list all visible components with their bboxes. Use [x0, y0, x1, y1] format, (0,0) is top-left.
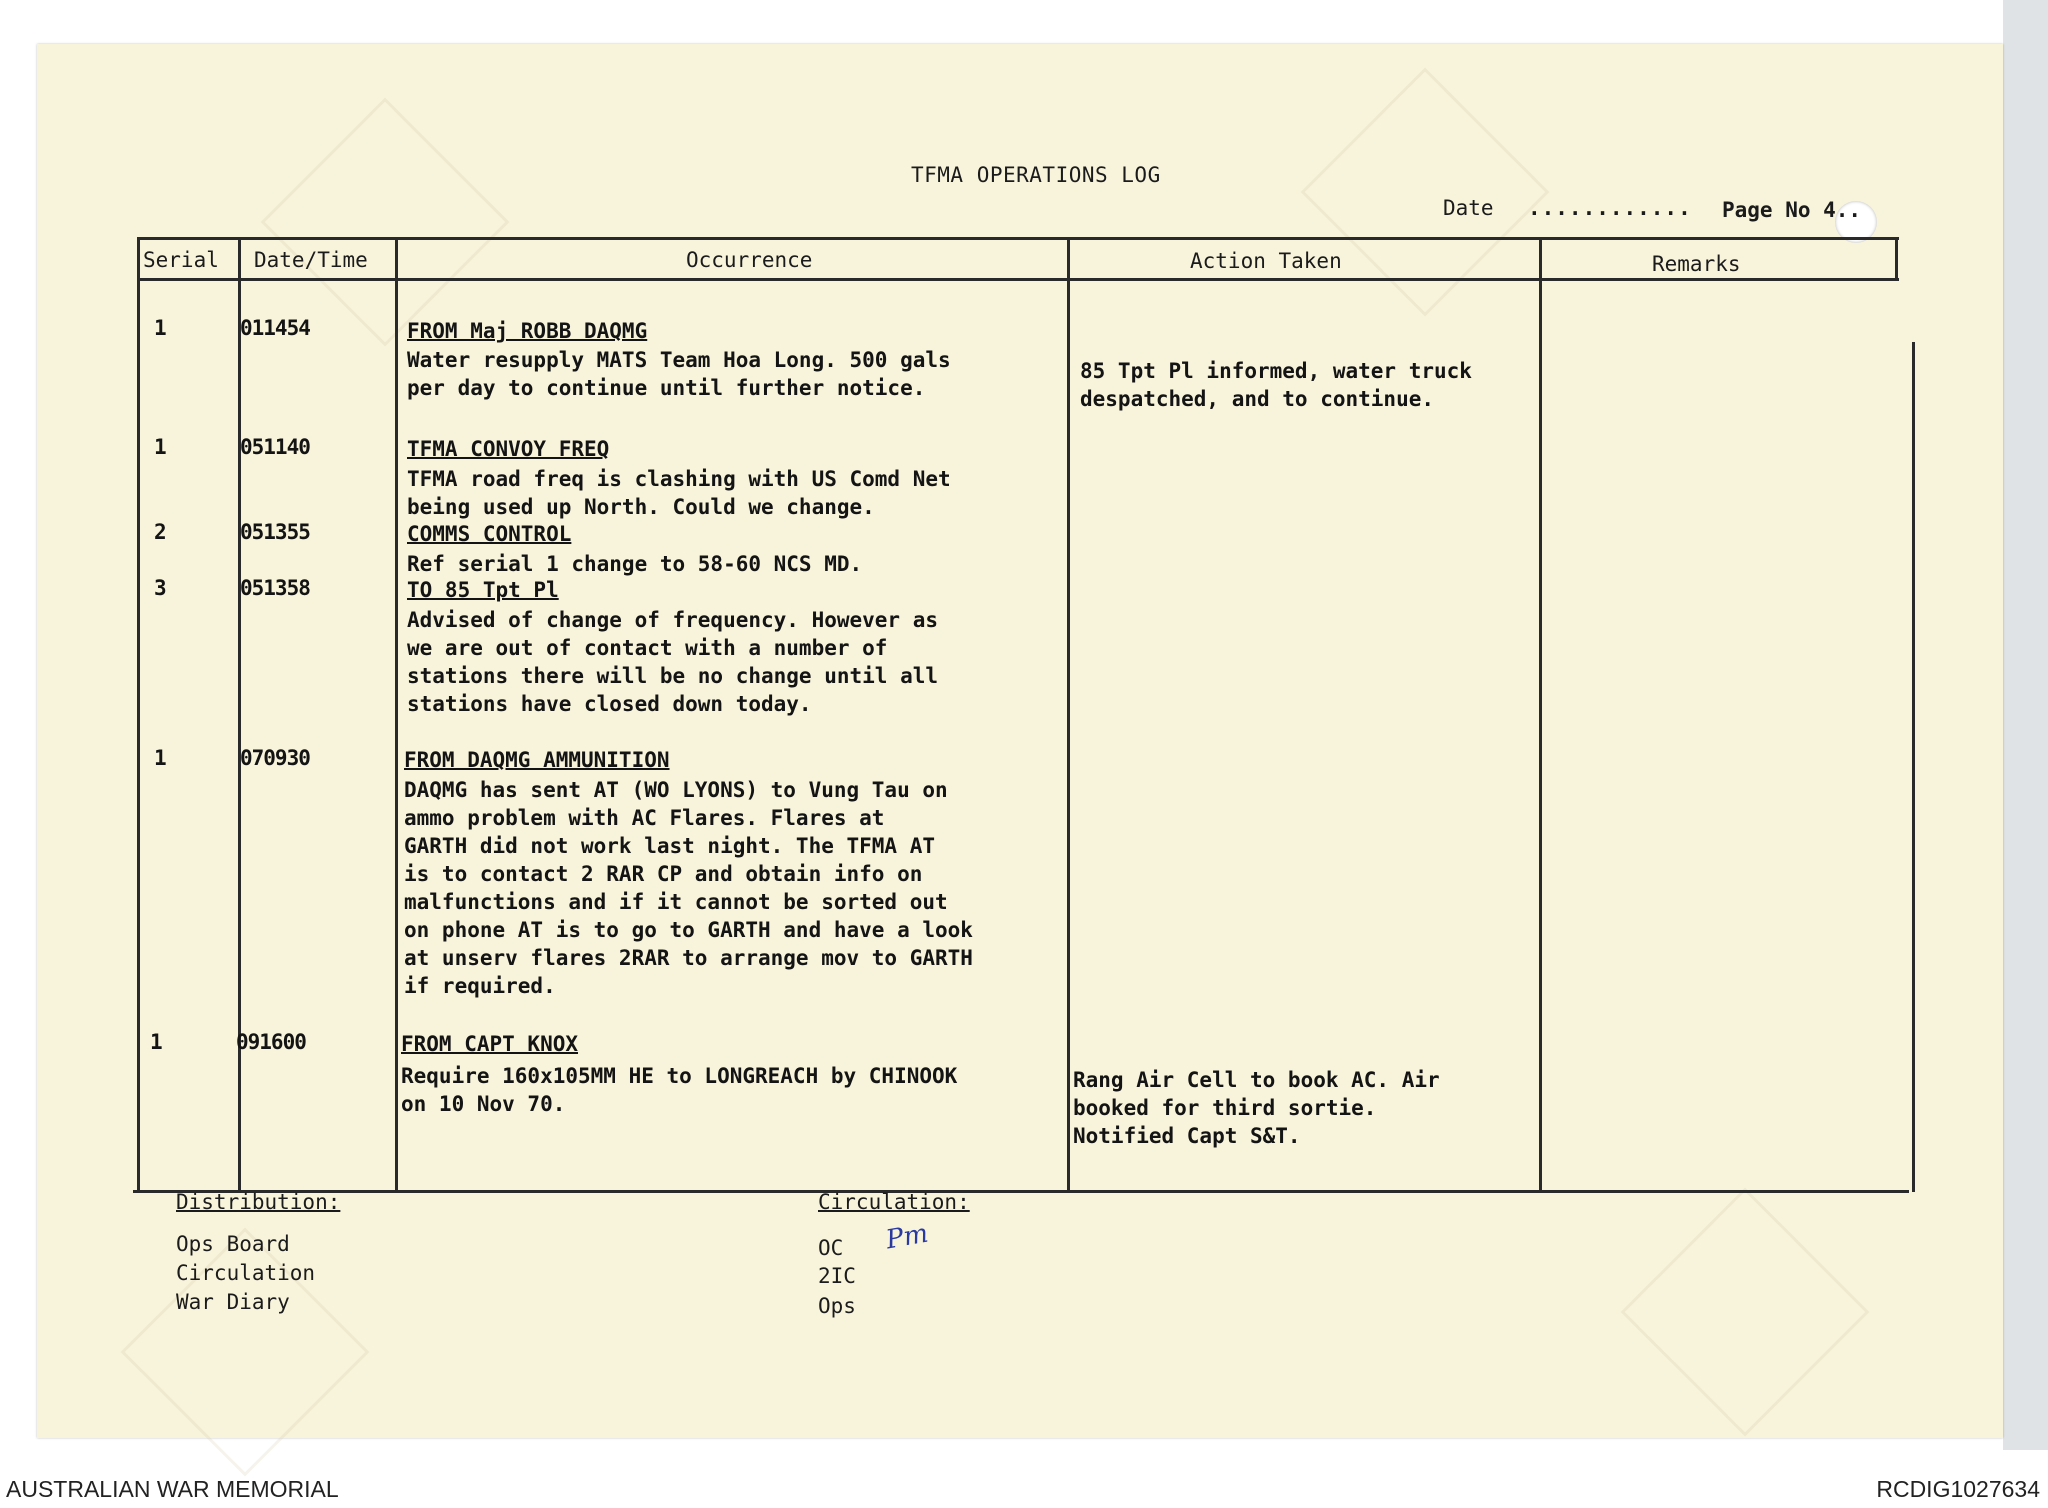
column-rule	[1067, 237, 1070, 1192]
circulation-heading: Circulation:	[818, 1190, 970, 1214]
serial-number: 1	[154, 316, 167, 340]
table-right-rule	[1912, 342, 1915, 1192]
occurrence-line: is to contact 2 RAR CP and obtain info on	[404, 862, 923, 886]
occurrence-line: ammo problem with AC Flares. Flares at	[404, 806, 885, 830]
entry-heading: FROM Maj ROBB DAQMG	[407, 319, 648, 343]
header-serial: Serial	[143, 248, 219, 272]
occurrence-line: Require 160x105MM HE to LONGREACH by CHINOOK	[401, 1064, 958, 1088]
occurrence-line: Ref serial 1 change to 58-60 NCS MD.	[407, 552, 863, 576]
occurrence-line: at unserv flares 2RAR to arrange mov to GARTH	[404, 946, 973, 970]
occurrence-line: GARTH did not work last night. The TFMA AT	[404, 834, 936, 858]
action-line: despatched, and to continue.	[1080, 387, 1435, 411]
entry-datetime: 091600	[236, 1030, 306, 1054]
table-top-rule	[137, 237, 1899, 240]
entry-datetime: 070930	[240, 746, 310, 770]
occurrence-line: being used up North. Could we change.	[407, 495, 875, 519]
occurrence-line: stations have closed down today.	[407, 692, 812, 716]
background-strip	[2003, 0, 2048, 1450]
action-line: Rang Air Cell to book AC. Air	[1073, 1068, 1440, 1092]
record-id: RCDIG1027634	[1876, 1476, 2040, 1502]
occurrence-line: malfunctions and if it cannot be sorted out	[404, 890, 948, 914]
watermark	[1621, 1188, 1870, 1437]
occurrence-line: stations there will be no change until all	[407, 664, 939, 688]
header-action-taken: Action Taken	[1190, 249, 1342, 273]
circulation-item: Ops	[818, 1294, 856, 1318]
entry-heading: TO 85 Tpt Pl	[407, 578, 559, 602]
column-rule	[1539, 237, 1542, 1192]
serial-number: 1	[154, 435, 167, 459]
entry-datetime: 051355	[240, 520, 310, 544]
circulation-item: OC	[818, 1236, 844, 1260]
header-bottom-rule	[137, 278, 1899, 281]
entry-heading: FROM CAPT KNOX	[401, 1032, 579, 1056]
distribution-item: Ops Board	[176, 1232, 290, 1256]
column-rule	[395, 237, 398, 1192]
occurrence-line: we are out of contact with a number of	[407, 636, 888, 660]
entry-datetime: 051140	[240, 435, 310, 459]
header-remarks: Remarks	[1652, 252, 1741, 276]
serial-number: 2	[154, 520, 167, 544]
occurrence-line: on 10 Nov 70.	[401, 1092, 566, 1116]
distribution-heading: Distribution:	[176, 1190, 341, 1214]
serial-number: 1	[154, 746, 167, 770]
occurrence-line: TFMA road freq is clashing with US Comd Net	[407, 467, 951, 491]
occurrence-line: Water resupply MATS Team Hoa Long. 500 gals	[407, 348, 951, 372]
table-right-rule	[1895, 237, 1898, 279]
action-line: 85 Tpt Pl informed, water truck	[1080, 359, 1472, 383]
entry-datetime: 051358	[240, 576, 310, 600]
header-datetime: Date/Time	[254, 248, 368, 272]
action-line: Notified Capt S&T.	[1073, 1124, 1301, 1148]
table-bottom-rule	[133, 1190, 1909, 1193]
distribution-item: Circulation	[176, 1261, 316, 1285]
table-left-rule	[137, 237, 140, 1192]
occurrence-line: if required.	[404, 974, 556, 998]
date-label: Date	[1443, 196, 1494, 220]
serial-number: 3	[154, 576, 167, 600]
watermark	[261, 98, 510, 347]
page-number: Page No 4..	[1722, 198, 1862, 222]
entry-heading: TFMA CONVOY FREQ	[407, 437, 610, 461]
date-field: ............	[1528, 196, 1692, 220]
handwritten-initials: Pm	[883, 1218, 931, 1256]
archive-caption: AUSTRALIAN WAR MEMORIAL	[6, 1476, 339, 1502]
header-occurrence: Occurrence	[686, 248, 813, 272]
entry-heading: FROM DAQMG AMMUNITION	[404, 748, 670, 772]
occurrence-line: Advised of change of frequency. However as	[407, 608, 939, 632]
circulation-item: 2IC	[818, 1264, 856, 1288]
occurrence-line: on phone AT is to go to GARTH and have a look	[404, 918, 973, 942]
occurrence-line: DAQMG has sent AT (WO LYONS) to Vung Tau on	[404, 778, 948, 802]
distribution-item: War Diary	[176, 1290, 290, 1314]
entry-heading: COMMS CONTROL	[407, 522, 572, 546]
occurrence-line: per day to continue until further notice.	[407, 376, 926, 400]
entry-datetime: 011454	[240, 316, 310, 340]
log-title: TFMA OPERATIONS LOG	[911, 163, 1161, 187]
serial-number: 1	[150, 1030, 163, 1054]
action-line: booked for third sortie.	[1073, 1096, 1377, 1120]
